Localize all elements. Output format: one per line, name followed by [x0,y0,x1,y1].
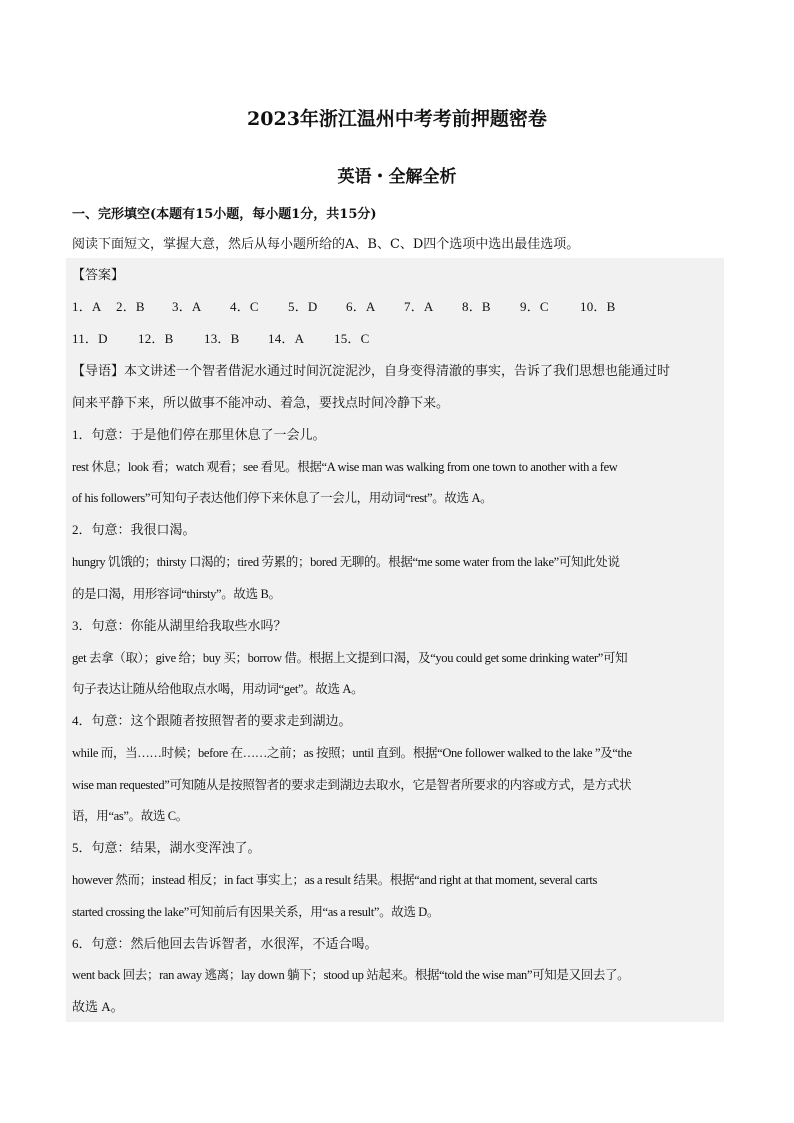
guide-line: 【导语】本文讲述一个智者借泥水通过时间沉淀泥沙，自身变得清澈的事实，告诉了我们思想也能通过时 [72,363,671,378]
explanation-line: started crossing the lake”可知前后有因果关系，用“as a result”。故选 D。 [72,905,440,919]
answer-item: 6．A [346,299,376,314]
explanation-line: rest 休息；look 看；watch 观看；see 看见。根据“A wise man was walking from one town to another with a few [72,460,618,474]
explanation-line: 故选 A。 [72,999,124,1014]
page-title: 2023年浙江温州中考考前押题密卷 [247,108,547,130]
answer-item: 10．B [580,299,616,314]
explanation-line: 语，用“as”。故选 C。 [72,809,188,823]
answer-item: 7．A [404,299,434,314]
answers-row-2 [72,330,369,348]
section-heading: 一、完形填空(本题有15小题，每小题1分，共15分) [72,207,377,222]
guide-line: 间来平静下来，所以做事不能冲动、着急，要找点时间冷静下来。 [72,395,450,410]
explanation-line: 句子表达让随从给他取点水喝，用动词“get”。故选 A。 [72,682,364,696]
answer-item: 5．D [288,299,318,314]
explanation-line: while 而，当……时候；before 在……之前；as 按照；until 直到。根据“One follower walked to the lake ”及“the [72,746,632,760]
answer-item: 15．C [334,331,370,346]
answer-item: 4．C [230,299,259,314]
explanation-line: 1．句意：于是他们停在那里休息了一会儿。 [72,427,326,442]
explanation-line: however 然而；instead 相反；in fact 事实上；as a result 结果。根据“and right at that moment, several carts [72,873,597,887]
answers-row-1 [72,298,615,316]
answer-item: 9．C [520,299,549,314]
answer-item: 13．B [204,331,240,346]
explanation-line: of his followers”可知句子表达他们停下来休息了一会儿，用动词“rest”。故选 A。 [72,491,493,505]
answer-item: 3．A [172,299,202,314]
explanation-line: 6．句意：然后他回去告诉智者，水很浑，不适合喝。 [72,936,378,951]
answer-item: 8．B [462,299,491,314]
answer-item: 1．A [72,299,102,314]
explanation-line: 2．句意：我很口渴。 [72,522,196,537]
explanation-line: hungry 饥饿的；thirsty 口渴的；tired 劳累的；bored 无聊的。根据“me some water from the lake”可知此处说 [72,555,620,569]
explanation-line: get 去拿（取）；give 给；buy 买；borrow 借。根据上文提到口渴，及“you could get some drinking water”可知 [72,651,628,665]
explanation-line: 3．句意：你能从湖里给我取些水吗？ [72,618,287,633]
answer-item: 12．B [138,331,174,346]
explanation-line: 5．句意：结果，湖水变浑浊了。 [72,840,261,855]
explanation-line: 的是口渴，用形容词“thirsty”。故选 B。 [72,587,281,601]
answer-item: 11．D [72,331,108,346]
answer-label: 【答案】 [72,267,125,282]
answer-item: 2．B [116,299,145,314]
explanation-line: went back 回去；ran away 逃离；lay down 躺下；stood up 站起来。根据“told the wise man”可知是又回去了。 [72,968,630,982]
explanation-line: wise man requested”可知随从是按照智者的要求走到湖边去取水，它是智者所要求的内容或方式，是方式状 [72,778,632,792]
page-subtitle: 英语・全解全析 [337,167,457,187]
instruction-text: 阅读下面短文，掌握大意，然后从每小题所给的A、B、C、D四个选项中选出最佳选项。 [72,237,580,252]
explanation-line: 4．句意：这个跟随者按照智者的要求走到湖边。 [72,713,352,728]
answer-item: 14．A [268,331,305,346]
